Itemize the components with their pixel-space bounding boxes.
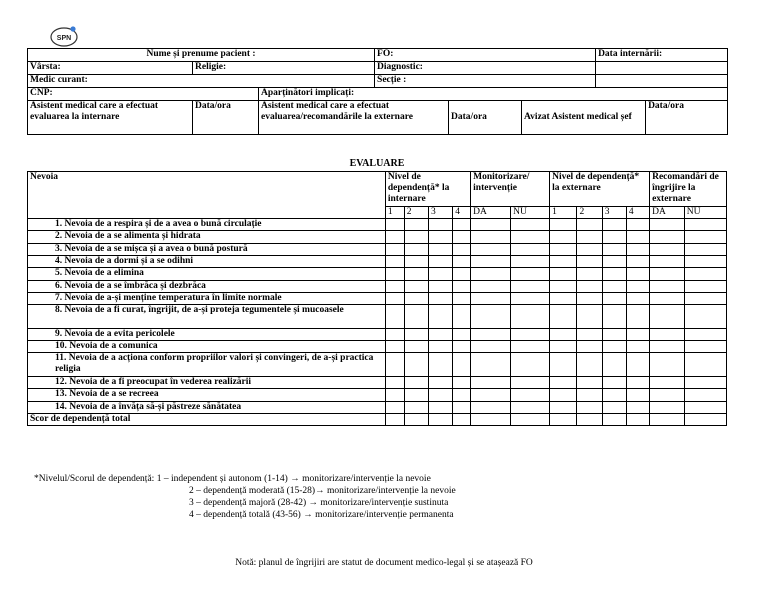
- check-cell[interactable]: [471, 243, 511, 255]
- need-label: 4. Nevoia de a dormi și a se odihni: [28, 256, 386, 268]
- check-cell[interactable]: [626, 389, 649, 401]
- check-cell[interactable]: [577, 256, 602, 268]
- check-cell[interactable]: [385, 243, 404, 255]
- check-cell[interactable]: [511, 328, 550, 340]
- check-cell[interactable]: [453, 353, 471, 377]
- check-cell[interactable]: [550, 341, 577, 353]
- sub-header-7: 2: [577, 207, 602, 219]
- field-medic-curant[interactable]: Medic curant:: [28, 75, 375, 88]
- check-cell[interactable]: [602, 243, 626, 255]
- need-label: 3. Nevoia de a se mișca și a avea o bună postură: [28, 243, 386, 255]
- check-cell[interactable]: [650, 401, 685, 413]
- check-cell[interactable]: [626, 256, 649, 268]
- check-cell[interactable]: [550, 401, 577, 413]
- field-religie[interactable]: Religie:: [193, 62, 375, 75]
- sub-header-0: 1: [385, 207, 404, 219]
- field-empty[interactable]: [596, 75, 728, 88]
- need-label: 1. Nevoia de a respira și de a avea o bună circulație: [28, 219, 386, 231]
- table-row: [28, 305, 727, 329]
- check-cell[interactable]: [385, 268, 404, 280]
- check-cell[interactable]: [684, 389, 726, 401]
- check-cell[interactable]: [684, 219, 726, 231]
- check-cell[interactable]: [385, 219, 404, 231]
- check-cell[interactable]: [471, 231, 511, 243]
- table-row: [28, 401, 727, 413]
- check-cell[interactable]: [684, 328, 726, 340]
- check-cell[interactable]: [404, 389, 428, 401]
- sub-header-11: NU: [684, 207, 726, 219]
- field-sectie[interactable]: Secție :: [375, 75, 596, 88]
- final-note: Notă: planul de îngrijiri are statut de document medico-legal și se atașează FO: [235, 558, 533, 568]
- table-row: [28, 377, 727, 389]
- check-cell[interactable]: [602, 280, 626, 292]
- field-data-ora-internare[interactable]: Data/ora: [193, 101, 259, 135]
- need-label: 13. Nevoia de a se recreea: [28, 389, 386, 401]
- check-cell[interactable]: [577, 268, 602, 280]
- check-cell[interactable]: [511, 341, 550, 353]
- check-cell[interactable]: [429, 243, 453, 255]
- check-cell[interactable]: [511, 377, 550, 389]
- sub-header-1: 2: [404, 207, 428, 219]
- check-cell[interactable]: [577, 389, 602, 401]
- check-cell[interactable]: [385, 280, 404, 292]
- check-cell[interactable]: [453, 268, 471, 280]
- check-cell[interactable]: [550, 231, 577, 243]
- check-cell[interactable]: [511, 219, 550, 231]
- check-cell[interactable]: [404, 328, 428, 340]
- check-cell[interactable]: [550, 389, 577, 401]
- check-cell[interactable]: [626, 231, 649, 243]
- check-cell[interactable]: [404, 292, 428, 304]
- check-cell[interactable]: [577, 305, 602, 329]
- check-cell[interactable]: [429, 256, 453, 268]
- check-cell[interactable]: [602, 256, 626, 268]
- check-cell[interactable]: [404, 401, 428, 413]
- check-cell[interactable]: [385, 377, 404, 389]
- check-cell[interactable]: [429, 280, 453, 292]
- check-cell[interactable]: [471, 268, 511, 280]
- check-cell[interactable]: [511, 280, 550, 292]
- check-cell[interactable]: [650, 219, 685, 231]
- check-cell[interactable]: [550, 353, 577, 377]
- check-cell[interactable]: [404, 243, 428, 255]
- check-cell[interactable]: [626, 377, 649, 389]
- table-row: [28, 292, 727, 304]
- check-cell[interactable]: [577, 413, 602, 425]
- check-cell[interactable]: [511, 292, 550, 304]
- check-cell[interactable]: [471, 219, 511, 231]
- check-cell[interactable]: [684, 280, 726, 292]
- check-cell[interactable]: [453, 256, 471, 268]
- col-header-nivel-externare: Nivel de dependență* la externare: [550, 172, 650, 207]
- check-cell[interactable]: [650, 413, 685, 425]
- check-cell[interactable]: [684, 305, 726, 329]
- check-cell[interactable]: [453, 401, 471, 413]
- sub-header-8: 3: [602, 207, 626, 219]
- check-cell[interactable]: [602, 328, 626, 340]
- need-label: 8. Nevoia de a fi curat, îngrijit, de a-și proteja tegumentele și mucoasele: [28, 305, 386, 329]
- check-cell[interactable]: [684, 231, 726, 243]
- field-fo[interactable]: FO:: [375, 49, 596, 62]
- check-cell[interactable]: [429, 292, 453, 304]
- field-data-ora-avizat[interactable]: Data/ora: [646, 101, 728, 135]
- check-cell[interactable]: [650, 292, 685, 304]
- check-cell[interactable]: [626, 341, 649, 353]
- check-cell[interactable]: [404, 219, 428, 231]
- check-cell[interactable]: [602, 305, 626, 329]
- check-cell[interactable]: [626, 413, 649, 425]
- evaluare-table: [27, 171, 727, 426]
- check-cell[interactable]: [577, 328, 602, 340]
- sub-header-4: DA: [471, 207, 511, 219]
- check-cell[interactable]: [471, 280, 511, 292]
- check-cell[interactable]: [471, 401, 511, 413]
- check-cell[interactable]: [602, 401, 626, 413]
- check-cell[interactable]: [602, 341, 626, 353]
- check-cell[interactable]: [471, 377, 511, 389]
- check-cell[interactable]: [385, 389, 404, 401]
- check-cell[interactable]: [577, 292, 602, 304]
- check-cell[interactable]: [602, 231, 626, 243]
- check-cell[interactable]: [626, 243, 649, 255]
- table-row: [28, 219, 727, 231]
- check-cell[interactable]: [650, 341, 685, 353]
- check-cell[interactable]: [577, 243, 602, 255]
- check-cell[interactable]: [650, 305, 685, 329]
- table-row: [28, 256, 727, 268]
- check-cell[interactable]: [385, 231, 404, 243]
- table-row: [28, 280, 727, 292]
- table-row: [28, 243, 727, 255]
- check-cell[interactable]: [385, 328, 404, 340]
- field-nume-pacient[interactable]: Nume și prenume pacient :: [28, 49, 375, 62]
- table-row: [28, 268, 727, 280]
- field-diagnostic[interactable]: Diagnostic:: [375, 62, 596, 75]
- check-cell[interactable]: [404, 305, 428, 329]
- check-cell[interactable]: [511, 389, 550, 401]
- svg-text:SPN: SPN: [56, 35, 72, 42]
- check-cell[interactable]: [684, 256, 726, 268]
- need-label: 7. Nevoia de a-și menține temperatura în limite normale: [28, 292, 386, 304]
- check-cell[interactable]: [471, 292, 511, 304]
- sub-header-3: 4: [453, 207, 471, 219]
- check-cell[interactable]: [577, 353, 602, 377]
- check-cell[interactable]: [650, 280, 685, 292]
- patient-header-table: [27, 48, 728, 135]
- check-cell[interactable]: [471, 389, 511, 401]
- check-cell[interactable]: [385, 353, 404, 377]
- check-cell[interactable]: [550, 413, 577, 425]
- check-cell[interactable]: [650, 353, 685, 377]
- check-cell[interactable]: [471, 353, 511, 377]
- check-cell[interactable]: [511, 353, 550, 377]
- check-cell[interactable]: [429, 353, 453, 377]
- sub-header-9: 4: [626, 207, 649, 219]
- check-cell[interactable]: [453, 280, 471, 292]
- field-apartinatori[interactable]: Aparținători implicați:: [259, 88, 728, 101]
- check-cell[interactable]: [404, 341, 428, 353]
- need-label: 10. Nevoia de a comunica: [28, 341, 386, 353]
- check-cell[interactable]: [404, 413, 428, 425]
- check-cell[interactable]: [577, 219, 602, 231]
- check-cell[interactable]: [429, 328, 453, 340]
- sub-header-5: NU: [511, 207, 550, 219]
- field-data-ora-externare[interactable]: Data/ora: [449, 101, 522, 135]
- check-cell[interactable]: [650, 231, 685, 243]
- notes-line-4: 4 – dependență totală (43-56) → monitorizare/intervenție permanenta: [189, 510, 454, 520]
- field-data-internarii[interactable]: Data internării:: [596, 49, 728, 62]
- sub-header-10: DA: [650, 207, 685, 219]
- check-cell[interactable]: [453, 219, 471, 231]
- check-cell[interactable]: [684, 341, 726, 353]
- col-header-nivel-internare: Nivel de dependență* la internare: [385, 172, 470, 207]
- field-empty[interactable]: [596, 62, 728, 75]
- field-varsta[interactable]: Vârsta:: [28, 62, 193, 75]
- field-avizat[interactable]: Avizat Asistent medical șef: [522, 101, 646, 135]
- field-asistent-internare[interactable]: Asistent medical care a efectuat evaluarea la internare: [28, 101, 193, 135]
- col-header-recomandari: Recomandări de îngrijire la externare: [650, 172, 727, 207]
- table-row: [28, 231, 727, 243]
- check-cell[interactable]: [511, 268, 550, 280]
- check-cell[interactable]: [626, 401, 649, 413]
- check-cell[interactable]: [550, 305, 577, 329]
- need-label: 11. Nevoia de a acționa conform propriilor valori și convingeri, de a-și practica religia: [28, 353, 386, 377]
- check-cell[interactable]: [602, 353, 626, 377]
- field-cnp[interactable]: CNP:: [28, 88, 259, 101]
- check-cell[interactable]: [385, 256, 404, 268]
- score-row: [28, 413, 727, 425]
- check-cell[interactable]: [453, 389, 471, 401]
- check-cell[interactable]: [550, 219, 577, 231]
- check-cell[interactable]: [404, 256, 428, 268]
- check-cell[interactable]: [626, 280, 649, 292]
- check-cell[interactable]: [550, 292, 577, 304]
- check-cell[interactable]: [577, 231, 602, 243]
- check-cell[interactable]: [626, 328, 649, 340]
- check-cell[interactable]: [602, 389, 626, 401]
- check-cell[interactable]: [453, 341, 471, 353]
- need-label: 14. Nevoia de a învăța să-și păstreze sănătatea: [28, 401, 386, 413]
- check-cell[interactable]: [550, 268, 577, 280]
- check-cell[interactable]: [550, 377, 577, 389]
- check-cell[interactable]: [577, 280, 602, 292]
- check-cell[interactable]: [471, 413, 511, 425]
- check-cell[interactable]: [429, 219, 453, 231]
- check-cell[interactable]: [429, 305, 453, 329]
- notes-lead: *Nivelul/Scorul de dependență:: [34, 474, 155, 484]
- check-cell[interactable]: [602, 219, 626, 231]
- check-cell[interactable]: [650, 243, 685, 255]
- check-cell[interactable]: [602, 268, 626, 280]
- check-cell[interactable]: [471, 256, 511, 268]
- field-asistent-externare[interactable]: Asistent medical care a efectuat evaluarea/recomandările la externare: [259, 101, 449, 135]
- check-cell[interactable]: [684, 268, 726, 280]
- spn-logo: [49, 24, 79, 48]
- check-cell[interactable]: [453, 305, 471, 329]
- check-cell[interactable]: [626, 305, 649, 329]
- check-cell[interactable]: [650, 377, 685, 389]
- check-cell[interactable]: [429, 341, 453, 353]
- check-cell[interactable]: [626, 219, 649, 231]
- check-cell[interactable]: [684, 377, 726, 389]
- check-cell[interactable]: [385, 413, 404, 425]
- check-cell[interactable]: [429, 268, 453, 280]
- need-label: 5. Nevoia de a elimina: [28, 268, 386, 280]
- check-cell[interactable]: [550, 280, 577, 292]
- check-cell[interactable]: [577, 341, 602, 353]
- check-cell[interactable]: [626, 353, 649, 377]
- check-cell[interactable]: [550, 243, 577, 255]
- check-cell[interactable]: [404, 280, 428, 292]
- check-cell[interactable]: [404, 353, 428, 377]
- need-label: 12. Nevoia de a fi preocupat în vederea realizării: [28, 377, 386, 389]
- check-cell[interactable]: [602, 292, 626, 304]
- check-cell[interactable]: [684, 401, 726, 413]
- table-row: [28, 353, 727, 377]
- evaluare-title: EVALUARE: [349, 158, 405, 169]
- check-cell[interactable]: [453, 413, 471, 425]
- notes-line-1: 1 – independent și autonom (1-14) → monitorizare/intervenție la nevoie: [156, 474, 431, 484]
- check-cell[interactable]: [429, 401, 453, 413]
- check-cell[interactable]: [404, 231, 428, 243]
- check-cell[interactable]: [650, 389, 685, 401]
- check-cell[interactable]: [511, 305, 550, 329]
- check-cell[interactable]: [429, 389, 453, 401]
- check-cell[interactable]: [385, 341, 404, 353]
- check-cell[interactable]: [453, 328, 471, 340]
- check-cell[interactable]: [471, 328, 511, 340]
- notes-line-3: 3 – dependență majoră (28-42) → monitorizare/intervenție sustinuta: [189, 498, 449, 508]
- check-cell[interactable]: [684, 353, 726, 377]
- sub-header-6: 1: [550, 207, 577, 219]
- table-row: [28, 341, 727, 353]
- notes-line-2: 2 – dependență moderată (15-28)→ monitorizare/intervenție la nevoie: [189, 486, 456, 496]
- check-cell[interactable]: [385, 292, 404, 304]
- check-cell[interactable]: [385, 305, 404, 329]
- need-label: 2. Nevoia de a se alimenta și hidrata: [28, 231, 386, 243]
- notes-legend: [34, 473, 456, 521]
- check-cell[interactable]: [511, 401, 550, 413]
- check-cell[interactable]: [453, 292, 471, 304]
- check-cell[interactable]: [650, 256, 685, 268]
- table-row: [28, 328, 727, 340]
- check-cell[interactable]: [684, 243, 726, 255]
- check-cell[interactable]: [511, 256, 550, 268]
- check-cell[interactable]: [429, 377, 453, 389]
- check-cell[interactable]: [684, 413, 726, 425]
- sub-header-2: 3: [429, 207, 453, 219]
- col-header-nevoia: Nevoia: [28, 172, 386, 219]
- check-cell[interactable]: [429, 413, 453, 425]
- check-cell[interactable]: [453, 377, 471, 389]
- check-cell[interactable]: [429, 231, 453, 243]
- check-cell[interactable]: [385, 401, 404, 413]
- check-cell[interactable]: [684, 292, 726, 304]
- check-cell[interactable]: [471, 341, 511, 353]
- table-row: [28, 389, 727, 401]
- check-cell[interactable]: [511, 231, 550, 243]
- check-cell[interactable]: [404, 377, 428, 389]
- check-cell[interactable]: [650, 268, 685, 280]
- check-cell[interactable]: [471, 305, 511, 329]
- check-cell[interactable]: [453, 243, 471, 255]
- check-cell[interactable]: [511, 243, 550, 255]
- check-cell[interactable]: [577, 377, 602, 389]
- need-label: 6. Nevoia de a se îmbrăca și dezbrăca: [28, 280, 386, 292]
- check-cell[interactable]: [650, 328, 685, 340]
- check-cell[interactable]: [550, 256, 577, 268]
- check-cell[interactable]: [602, 377, 626, 389]
- check-cell[interactable]: [602, 413, 626, 425]
- check-cell[interactable]: [404, 268, 428, 280]
- check-cell[interactable]: [511, 413, 550, 425]
- check-cell[interactable]: [626, 268, 649, 280]
- score-label: Scor de dependență total: [28, 413, 386, 425]
- check-cell[interactable]: [550, 328, 577, 340]
- check-cell[interactable]: [626, 292, 649, 304]
- check-cell[interactable]: [453, 231, 471, 243]
- col-header-monitorizare: Monitorizare/ intervenție: [471, 172, 550, 207]
- check-cell[interactable]: [577, 401, 602, 413]
- need-label: 9. Nevoia de a evita pericolele: [28, 328, 386, 340]
